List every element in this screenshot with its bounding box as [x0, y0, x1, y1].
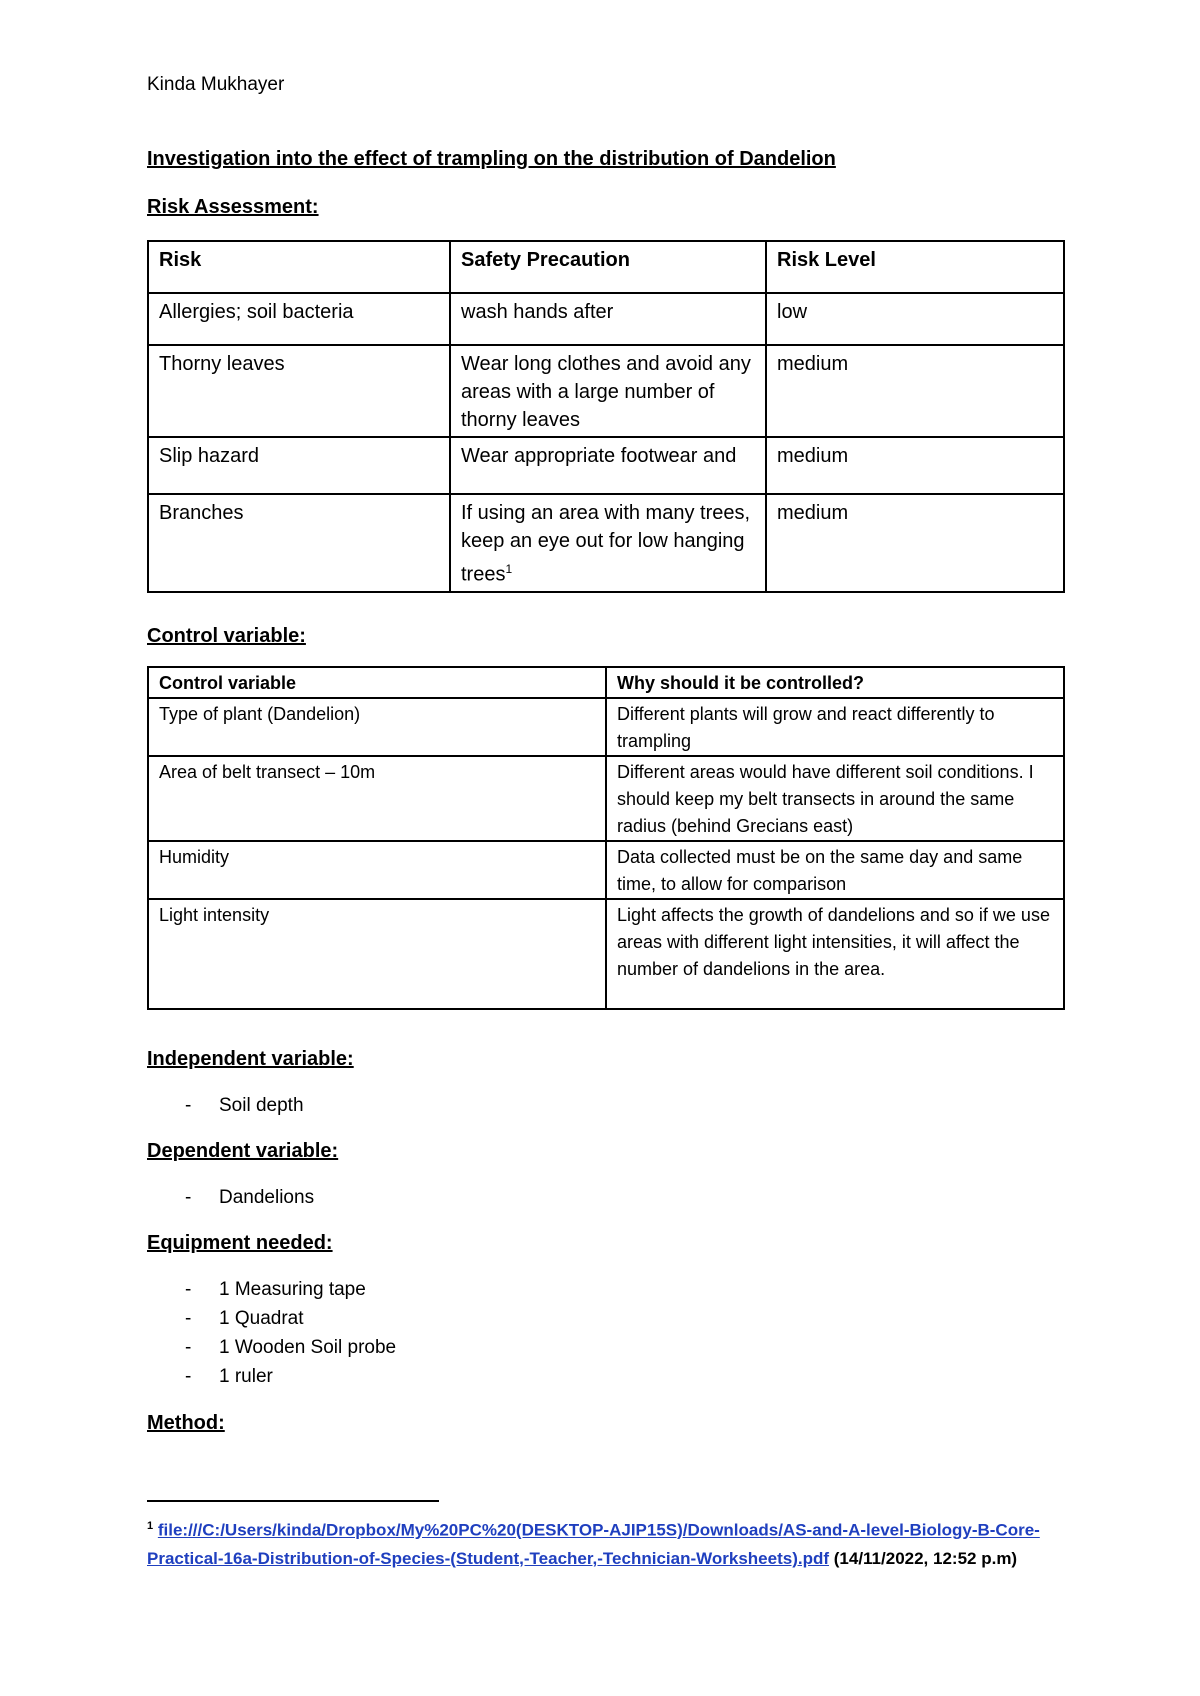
control-variable-heading: Control variable:: [147, 625, 306, 647]
equipment-heading: Equipment needed:: [147, 1232, 333, 1254]
risk-cell: Branches: [148, 494, 450, 592]
reason-cell: Light affects the growth of dandelions and so if we use areas with different light intensities, it will affect the number of dandelions in the area.: [606, 899, 1064, 1009]
column-header: Safety Precaution: [450, 241, 766, 293]
method-heading: Method:: [147, 1412, 225, 1434]
list-item: - 1 Measuring tape: [147, 1275, 396, 1304]
reason-cell: Different areas would have different soil conditions. I should keep my belt transects in around the same radius (behind Grecians east): [606, 756, 1064, 841]
reason-cell: Data collected must be on the same day and same time, to allow for comparison: [606, 841, 1064, 899]
risk-assessment-heading: Risk Assessment:: [147, 196, 319, 218]
column-header: Risk Level: [766, 241, 1064, 293]
risk-cell: Slip hazard: [148, 437, 450, 494]
variable-cell: Type of plant (Dandelion): [148, 698, 606, 756]
risk-level-cell: medium: [766, 345, 1064, 437]
risk-level-cell: low: [766, 293, 1064, 345]
risk-level-cell: medium: [766, 437, 1064, 494]
precaution-text: If using an area with many trees, keep an eye out for low hanging trees: [461, 502, 751, 586]
footnote-link[interactable]: file:///C:/Users/kinda/Dropbox/My%20PC%20(DESKTOP-AJIP15S)/Downloads/AS-and-A-level-Biology-B-Core-Practical-16a-Distribution-of-Species-(Student,-Teacher,-Technician-Worksheets).pdf: [147, 1520, 1040, 1568]
table-row: [148, 899, 1064, 1009]
column-header: Risk: [148, 241, 450, 293]
precaution-cell: wash hands after: [450, 293, 766, 345]
footnote-date: (14/11/2022, 12:52 p.m): [833, 1548, 1018, 1568]
risk-level-cell: medium: [766, 494, 1064, 592]
column-header: Control variable: [148, 667, 606, 698]
author-name: Kinda Mukhayer: [147, 74, 285, 95]
dependent-variable-heading: Dependent variable:: [147, 1140, 339, 1162]
independent-variable-list: [147, 1091, 304, 1120]
footnote: [147, 1512, 1067, 1573]
table-header-row: [148, 241, 1064, 293]
risk-cell: Thorny leaves: [148, 345, 450, 437]
table-row: [148, 698, 1064, 756]
risk-assessment-table: [147, 240, 1065, 593]
precaution-cell: Wear appropriate footwear and: [450, 437, 766, 494]
column-header: Why should it be controlled?: [606, 667, 1064, 698]
equipment-list: [147, 1275, 396, 1391]
table-row: [148, 293, 1064, 345]
list-item: - 1 Wooden Soil probe: [147, 1333, 396, 1362]
list-item: - Soil depth: [147, 1091, 304, 1120]
dependent-variable-list: [147, 1183, 314, 1212]
footnote-mark: 1: [147, 1520, 154, 1532]
table-row: [148, 494, 1064, 592]
footnote-separator: [147, 1500, 439, 1502]
control-variable-table: [147, 666, 1065, 1010]
list-item: - Dandelions: [147, 1183, 314, 1212]
list-item: - 1 Quadrat: [147, 1304, 396, 1333]
table-row: [148, 437, 1064, 494]
precaution-cell: [450, 494, 766, 592]
footnote-reference: 1: [505, 562, 513, 576]
table-row: [148, 841, 1064, 899]
list-item: - 1 ruler: [147, 1362, 396, 1391]
variable-cell: Humidity: [148, 841, 606, 899]
table-header-row: [148, 667, 1064, 698]
precaution-cell: Wear long clothes and avoid any areas with a large number of thorny leaves: [450, 345, 766, 437]
risk-cell: Allergies; soil bacteria: [148, 293, 450, 345]
variable-cell: Area of belt transect – 10m: [148, 756, 606, 841]
page-title: Investigation into the effect of trampling on the distribution of Dandelion: [147, 148, 836, 170]
reason-cell: Different plants will grow and react differently to trampling: [606, 698, 1064, 756]
table-row: [148, 756, 1064, 841]
independent-variable-heading: Independent variable:: [147, 1048, 354, 1070]
variable-cell: Light intensity: [148, 899, 606, 1009]
table-row: [148, 345, 1064, 437]
